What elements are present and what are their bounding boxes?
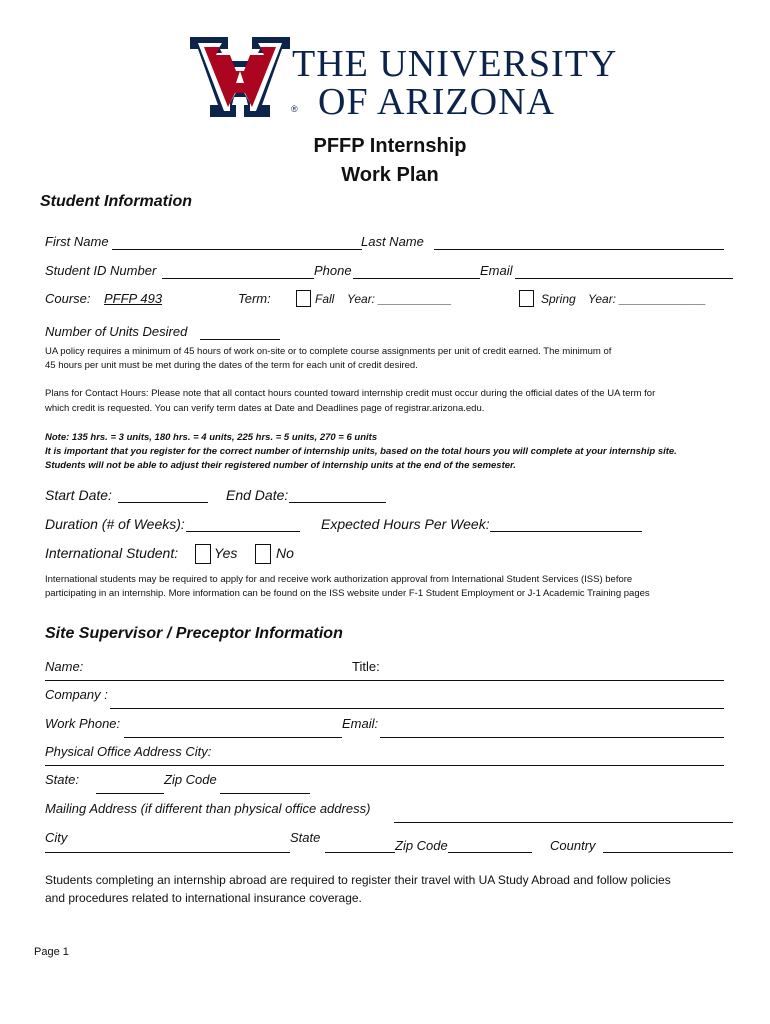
registered-mark: ® <box>291 104 298 114</box>
intl-no-label: No <box>276 545 294 561</box>
units-label: Number of Units Desired <box>45 324 188 339</box>
state-label: State: <box>45 772 79 787</box>
country-field[interactable] <box>603 852 733 853</box>
intl-note-line2: participating in an internship. More information can be found on the ISS website under F-1 Student Employment or J-1 Academic Training pages <box>45 588 650 599</box>
zip-field[interactable] <box>220 793 310 794</box>
international-label: International Student: <box>45 545 179 561</box>
student-info-heading: Student Information <box>40 193 192 210</box>
city-label: City <box>45 830 68 845</box>
term-label: Term: <box>238 291 271 306</box>
start-date-field[interactable] <box>118 502 208 503</box>
email-label: Email <box>480 263 513 278</box>
first-name-field[interactable] <box>112 249 362 250</box>
logo-text-line1: THE UNIVERSITY <box>292 43 618 85</box>
spring-year-field[interactable]: Year: _____________ <box>588 292 707 306</box>
plans-line1: Plans for Contact Hours: Please note that all contact hours counted toward internship credit must occur during the official dates of the UA term for <box>45 388 656 399</box>
start-date-label: Start Date: <box>45 487 112 503</box>
spring-label: Spring <box>541 292 576 306</box>
address-city-field[interactable] <box>45 765 724 766</box>
course-label: Course: <box>45 291 91 306</box>
supervisor-heading: Site Supervisor / Preceptor Information <box>45 625 343 642</box>
intl-note-line1: International students may be required to apply for and receive work authorization approval from International Student Services (ISS) before <box>45 574 633 585</box>
intl-yes-label: Yes <box>214 545 238 561</box>
first-name-label: First Name <box>45 234 109 249</box>
supervisor-name-label: Name: <box>45 659 84 674</box>
work-phone-field[interactable] <box>124 737 342 738</box>
last-name-field[interactable] <box>434 249 724 250</box>
city-field[interactable] <box>45 852 290 853</box>
supervisor-email-field[interactable] <box>380 737 724 738</box>
mailing-field[interactable] <box>394 822 733 823</box>
student-id-field[interactable] <box>162 278 314 279</box>
abroad-line1: Students completing an internship abroad are required to register their travel with UA Study Abroad and follow policies <box>45 873 671 887</box>
last-name-label: Last Name <box>361 234 424 249</box>
zip-label: Zip Code <box>164 772 217 787</box>
expected-hours-field[interactable] <box>490 531 642 532</box>
note-line3: Students will not be able to adjust their registered number of internship units at the end of the semester. <box>45 460 516 471</box>
note-line2: It is important that you register for the correct number of internship units, based on the total hours you will complete at your internship site. <box>45 446 677 457</box>
duration-label: Duration (# of Weeks): <box>45 516 185 532</box>
fall-label: Fall <box>315 292 335 306</box>
end-date-field[interactable] <box>289 502 386 503</box>
state2-field[interactable] <box>325 852 395 853</box>
student-id-label: Student ID Number <box>45 263 157 278</box>
phone-label: Phone <box>314 263 352 278</box>
units-field[interactable] <box>200 339 280 340</box>
address-city-label: Physical Office Address City: <box>45 744 212 759</box>
state-field[interactable] <box>96 793 164 794</box>
supervisor-title-label: Title: <box>352 659 380 674</box>
intl-no-checkbox[interactable] <box>255 544 271 564</box>
zip2-label: Zip Code <box>395 838 448 853</box>
state2-label: State <box>290 830 321 845</box>
company-label: Company : <box>45 687 108 702</box>
fall-year-field[interactable]: Year: ___________ <box>347 292 452 306</box>
policy-line2: 45 hours per unit must be met during the dates of the term for each unit of credit desired. <box>45 360 418 371</box>
name-title-field[interactable] <box>45 680 724 681</box>
end-date-label: End Date: <box>226 487 289 503</box>
course-value: PFFP 493 <box>104 291 163 306</box>
logo-text-line2: OF ARIZONA <box>318 81 555 123</box>
supervisor-email-label: Email: <box>342 716 379 731</box>
abroad-line2: and procedures related to international insurance coverage. <box>45 891 362 905</box>
email-field[interactable] <box>515 278 733 279</box>
page-title-line1: PFFP Internship <box>313 135 467 157</box>
page-number: Page 1 <box>34 946 69 958</box>
expected-hours-label: Expected Hours Per Week: <box>321 516 490 532</box>
page-title-line2: Work Plan <box>341 164 439 186</box>
intl-yes-checkbox[interactable] <box>195 544 211 564</box>
policy-line1: UA policy requires a minimum of 45 hours of work on-site or to complete course assignments per unit of credit earned. The minimum of <box>45 346 612 357</box>
arizona-a-logo-icon <box>190 37 290 117</box>
note-line1: Note: 135 hrs. = 3 units, 180 hrs. = 4 units, 225 hrs. = 5 units, 270 = 6 units <box>45 432 378 443</box>
zip2-field[interactable] <box>448 852 532 853</box>
fall-checkbox[interactable] <box>296 290 311 307</box>
country-label: Country <box>550 838 596 853</box>
mailing-label: Mailing Address (if different than physical office address) <box>45 801 371 816</box>
duration-field[interactable] <box>186 531 300 532</box>
phone-field[interactable] <box>353 278 480 279</box>
plans-line2: which credit is requested. You can verify term dates at Date and Deadlines page of registrar.arizona.edu. <box>45 403 485 414</box>
company-field[interactable] <box>110 708 724 709</box>
spring-checkbox[interactable] <box>519 290 534 307</box>
work-phone-label: Work Phone: <box>45 716 121 731</box>
